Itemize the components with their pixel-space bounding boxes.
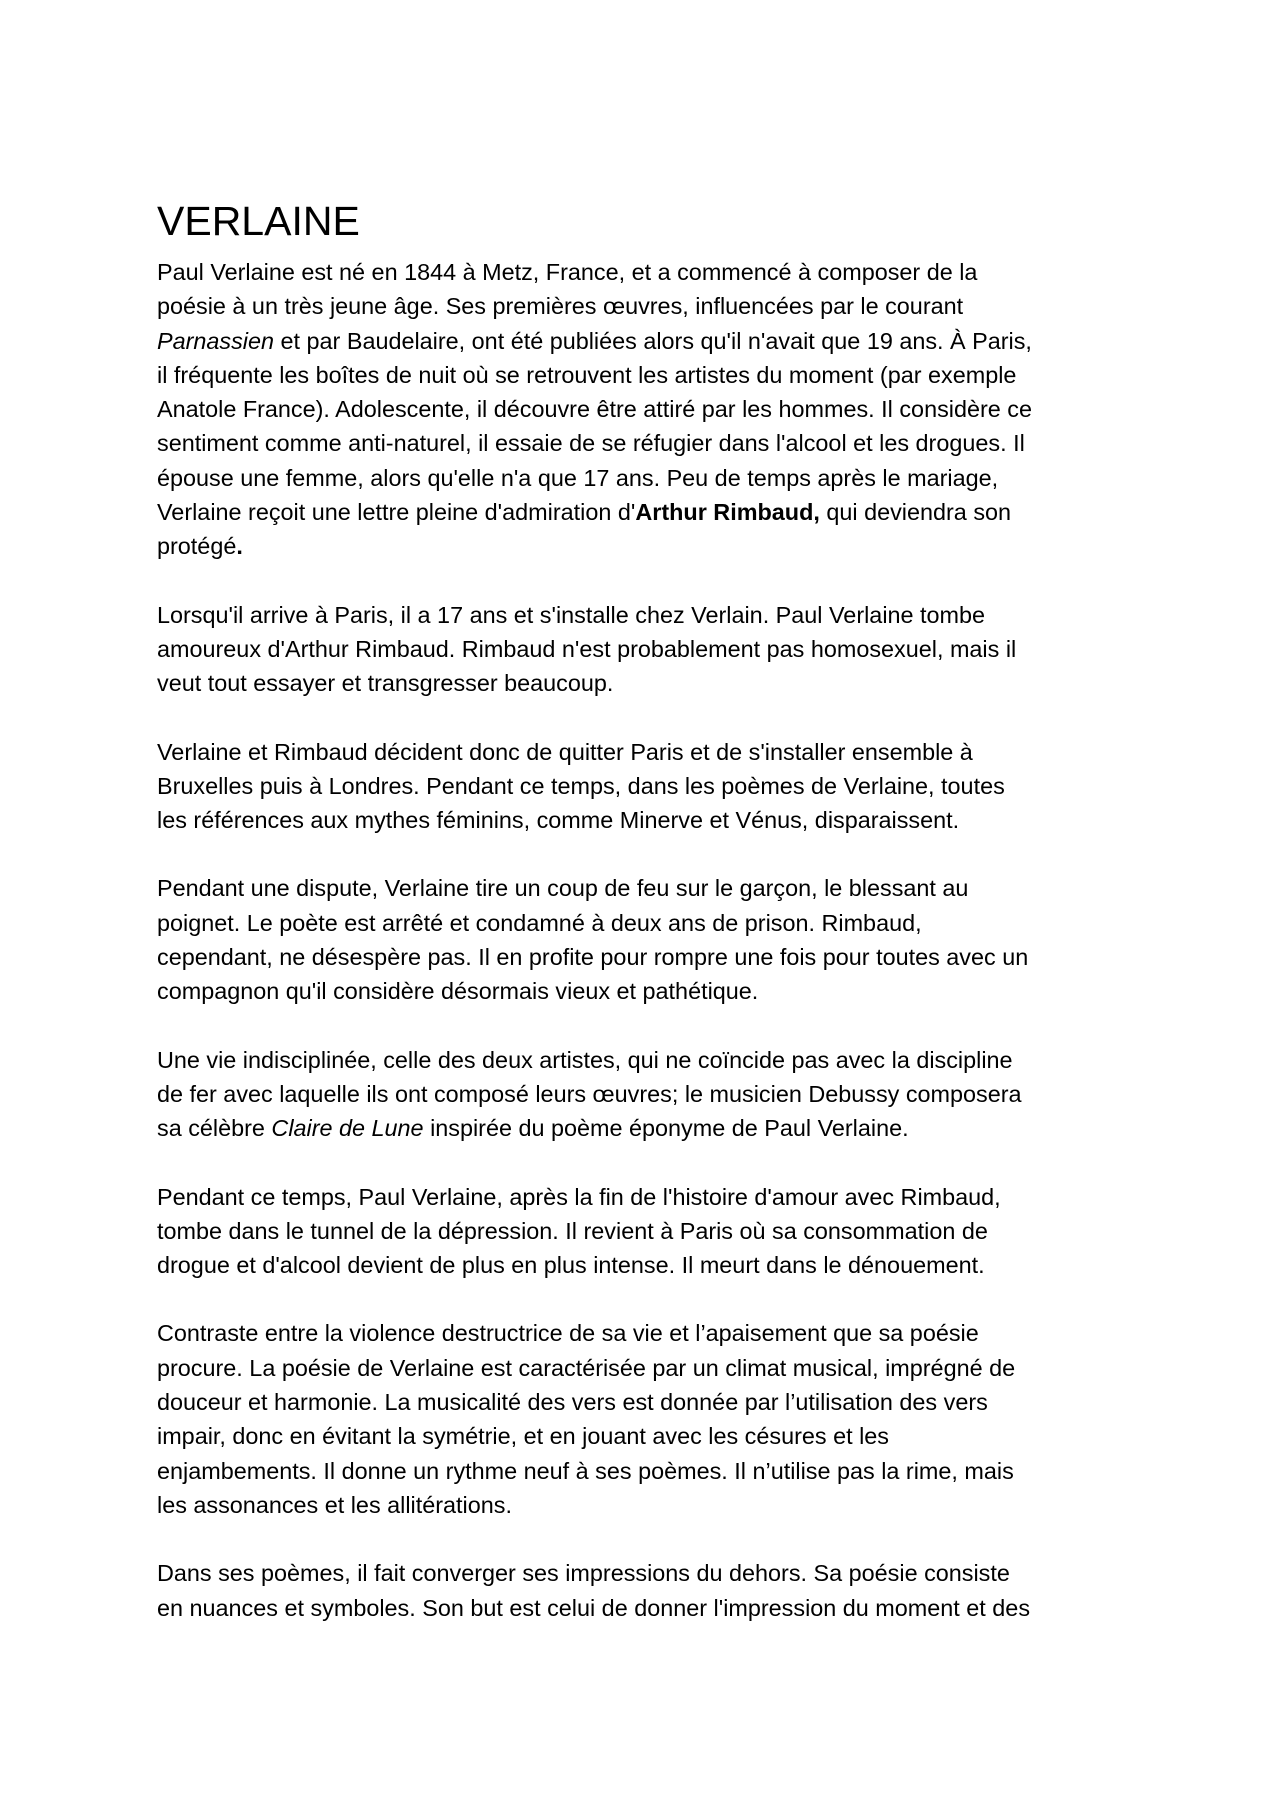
text-segment: de fer avec laquelle ils ont composé leurs œuvres; le musicien Debussy composera — [157, 1080, 1022, 1107]
text-line — [157, 1111, 1137, 1145]
text-segment: Verlaine reçoit une lettre pleine d'admiration d' — [157, 499, 636, 526]
page-title: VERLAINE — [157, 198, 360, 244]
text-segment: veut tout essayer et transgresser beaucoup. — [157, 670, 614, 697]
text-line — [157, 803, 1137, 837]
text-segment: sentiment comme anti-naturel, il essaie de se réfugier dans l'alcool et les drogues. Il — [157, 430, 1025, 457]
text-segment: Une vie indisciplinée, celle des deux artistes, qui ne coïncide pas avec la discipline — [157, 1046, 1013, 1073]
text-line — [157, 632, 1137, 666]
text-segment: poésie à un très jeune âge. Ses premières œuvres, influencées par le courant — [157, 293, 964, 320]
text-segment: Paul Verlaine est né en 1844 à Metz, France, et a commencé à composer de la — [157, 259, 978, 285]
text-line — [157, 529, 1137, 563]
text-line — [157, 461, 1137, 495]
text-segment: les références aux mythes féminins, comme Minerve et Vénus, disparaissent. — [157, 807, 960, 834]
text-segment: sa célèbre — [157, 1115, 272, 1142]
text-line — [157, 940, 1137, 974]
text-line — [157, 1351, 1137, 1385]
text-line — [157, 598, 1137, 632]
bold-text: . — [236, 533, 243, 560]
text-line — [157, 735, 1137, 769]
text-line — [157, 1043, 1137, 1077]
text-segment: douceur et harmonie. La musicalité des vers est donnée par l’utilisation des vers — [157, 1389, 988, 1416]
text-segment: Pendant ce temps, Paul Verlaine, après la fin de l'histoire d'amour avec Rimbaud, — [157, 1183, 1001, 1210]
text-segment: épouse une femme, alors qu'elle n'a que 17 ans. Peu de temps après le mariage, — [157, 464, 999, 491]
text-line — [157, 1248, 1137, 1282]
text-segment: drogue et d'alcool devient de plus en plus intense. Il meurt dans le dénouement. — [157, 1252, 985, 1279]
text-segment: amoureux d'Arthur Rimbaud. Rimbaud n'est probablement pas homosexuel, mais il — [157, 635, 1017, 662]
text-segment: tombe dans le tunnel de la dépression. Il revient à Paris où sa consommation de — [157, 1217, 988, 1244]
document-body — [157, 192, 1137, 1659]
italic-text: Parnassien — [157, 327, 275, 354]
text-segment: il fréquente les boîtes de nuit où se retrouvent les artistes du moment (par exemple — [157, 361, 1017, 388]
text-line — [157, 1454, 1137, 1488]
text-line — [157, 1214, 1137, 1248]
text-segment: Contraste entre la violence destructrice de sa vie et l’apaisement que sa poésie — [157, 1320, 979, 1347]
text-line — [157, 974, 1137, 1008]
text-segment: Verlaine et Rimbaud décident donc de quitter Paris et de s'installer ensemble à — [157, 738, 973, 765]
paragraph-1 — [157, 255, 1137, 564]
text-line — [157, 495, 1137, 529]
text-segment: impair, donc en évitant la symétrie, et en jouant avec les césures et les — [157, 1423, 889, 1450]
text-segment: poignet. Le poète est arrêté et condamné à deux ans de prison. Rimbaud, — [157, 909, 922, 936]
text-segment: procure. La poésie de Verlaine est caractérisée par un climat musical, imprégné de — [157, 1354, 1016, 1381]
text-segment: enjambements. Il donne un rythme neuf à ses poèmes. Il n’utilise pas la rime, mais — [157, 1457, 1014, 1484]
text-line — [157, 289, 1137, 323]
text-segment: Anatole France). Adolescente, il découvre être attiré par les hommes. Il considère ce — [157, 396, 1032, 423]
text-segment: Dans ses poèmes, il fait converger ses impressions du dehors. Sa poésie consiste — [157, 1560, 1010, 1587]
paragraph-list — [157, 255, 1137, 1625]
text-line — [157, 1385, 1137, 1419]
text-segment: inspirée du poème éponyme de Paul Verlaine. — [423, 1115, 909, 1142]
text-line — [157, 871, 1137, 905]
text-segment: compagnon qu'il considère désormais vieux et pathétique. — [157, 978, 759, 1005]
text-line — [157, 1488, 1137, 1522]
text-segment: les assonances et les allitérations. — [157, 1491, 512, 1518]
bold-text: Arthur Rimbaud, — [635, 499, 820, 526]
text-line — [157, 426, 1137, 460]
paragraph-5 — [157, 1043, 1137, 1146]
text-segment: Pendant une dispute, Verlaine tire un coup de feu sur le garçon, le blessant au — [157, 875, 969, 902]
text-line — [157, 1316, 1137, 1350]
text-segment: Bruxelles puis à Londres. Pendant ce temps, dans les poèmes de Verlaine, toutes — [157, 772, 1005, 799]
text-line — [157, 324, 1137, 358]
paragraph-8 — [157, 1556, 1137, 1625]
paragraph-6 — [157, 1180, 1137, 1283]
text-segment: en nuances et symboles. Son but est celui de donner l'impression du moment et des — [157, 1594, 1031, 1621]
paragraph-2 — [157, 598, 1137, 701]
paragraph-3 — [157, 735, 1137, 838]
text-line — [157, 1180, 1137, 1214]
text-segment: Lorsqu'il arrive à Paris, il a 17 ans et s'installe chez Verlain. Paul Verlaine tombe — [157, 601, 986, 628]
text-line — [157, 906, 1137, 940]
text-line — [157, 1591, 1137, 1625]
text-segment: et par Baudelaire, ont été publiées alors qu'il n'avait que 19 ans. À Paris, — [274, 327, 1032, 354]
text-line — [157, 255, 1137, 289]
text-segment: qui deviendra son — [819, 499, 1012, 526]
text-line — [157, 1077, 1137, 1111]
text-line — [157, 1419, 1137, 1453]
text-segment: protégé — [157, 533, 237, 560]
text-line — [157, 392, 1137, 426]
paragraph-4 — [157, 871, 1137, 1008]
text-line — [157, 769, 1137, 803]
text-line — [157, 358, 1137, 392]
text-segment: cependant, ne désespère pas. Il en profite pour rompre une fois pour toutes avec un — [157, 944, 1029, 971]
text-line — [157, 666, 1137, 700]
paragraph-7 — [157, 1316, 1137, 1522]
text-line — [157, 1556, 1137, 1590]
italic-text: Claire de Lune — [271, 1115, 424, 1142]
